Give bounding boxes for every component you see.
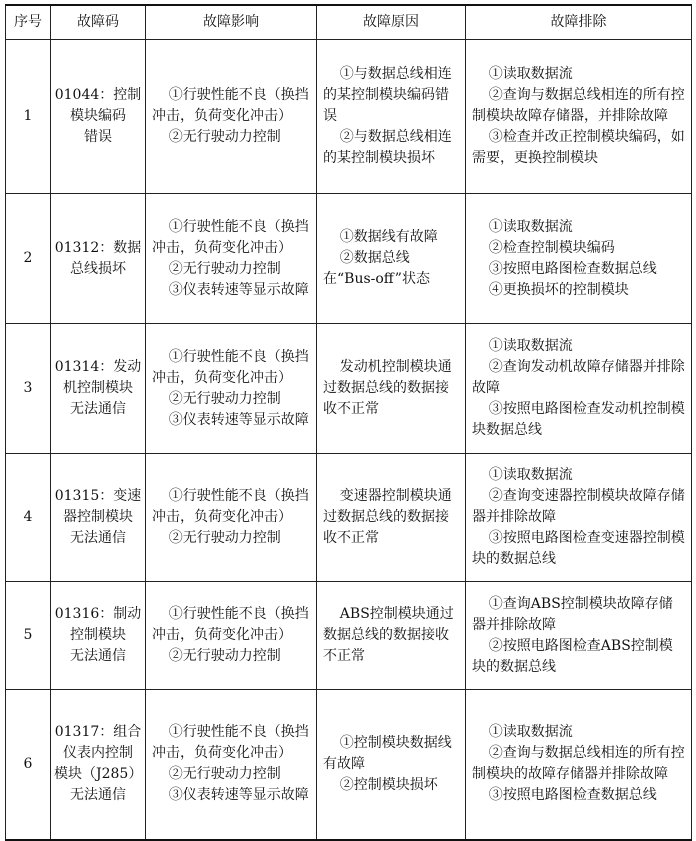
cell-fix (466, 690, 692, 840)
fix-line: ③按照电路图检查数据总线 (488, 787, 657, 804)
code-line: 01314：发动 (54, 359, 142, 375)
code-line: 无法通信 (70, 648, 126, 664)
cell-effect (146, 194, 317, 324)
code-line: 01316：制动 (54, 606, 142, 622)
fix-line: ①读取数据流 (488, 724, 573, 741)
fix-line: ②检查控制模块编码 (488, 239, 615, 256)
fix-line: ④更换损坏的控制模块 (488, 281, 629, 298)
effect-line: ③仪表转速等显示故障 (168, 411, 309, 428)
effect-line: ①行驶性能不良（换挡冲击，负荷变化冲击） (152, 218, 309, 256)
cell-no: 2 (6, 194, 51, 324)
fix-line: ①读取数据流 (488, 338, 573, 354)
code-line: 机控制模块 (63, 380, 133, 396)
effect-line: ②无行驶动力控制 (168, 260, 281, 277)
table-row (6, 582, 692, 690)
cell-code (51, 40, 146, 194)
fix-line: ②按照电路图检查ABS控制模块的数据总线 (472, 637, 673, 675)
cause-line: ②数据总线在“Bus-off”状态 (323, 250, 430, 287)
code-line: 01044：控制 (54, 87, 142, 103)
fix-line: ①读取数据流 (488, 218, 573, 235)
cause-line: ①数据线有故障 (339, 229, 438, 245)
cell-code (51, 194, 146, 324)
cell-fix (466, 40, 692, 194)
code-line: 无法通信 (70, 787, 126, 804)
effect-line: ①行驶性能不良（换挡冲击，负荷变化冲击） (152, 488, 309, 525)
cause-line: ②与数据总线相连的某控制模块损坏 (323, 129, 452, 166)
header-no: 序号 (6, 5, 51, 40)
code-line: 01312：数据 (54, 239, 142, 256)
fix-line: ③按照电路图检查数据总线 (488, 260, 657, 277)
effect-line: ①行驶性能不良（换挡冲击，负荷变化冲击） (152, 606, 309, 643)
cell-cause (317, 454, 466, 582)
code-line: 错误 (84, 129, 112, 145)
code-line: 模块（J285） (54, 766, 143, 783)
cell-no: 4 (6, 454, 51, 582)
table-row (6, 194, 692, 324)
cell-effect (146, 324, 317, 454)
cell-fix (466, 454, 692, 582)
header-fix: 故障排除 (466, 5, 692, 40)
cell-no: 5 (6, 582, 51, 690)
fix-line: ①读取数据流 (488, 467, 573, 483)
cell-effect (146, 454, 317, 582)
effect-line: ②无行驶动力控制 (168, 766, 281, 783)
cell-effect (146, 582, 317, 690)
fix-line: ②查询与数据总线相连的所有控制模块的故障存储器并排除故障 (472, 745, 685, 783)
header-effect: 故障影响 (146, 5, 317, 40)
cell-no: 1 (6, 40, 51, 194)
code-line: 01315：变速 (54, 488, 142, 504)
cell-cause (317, 690, 466, 840)
cell-fix (466, 324, 692, 454)
table-header-row (6, 5, 692, 40)
cause-line: ①控制模块数据线有故障 (323, 734, 452, 772)
cell-effect (146, 690, 317, 840)
effect-line: ②无行驶动力控制 (168, 129, 281, 145)
table-row (6, 40, 692, 194)
cause-line: ②控制模块损坏 (339, 776, 438, 793)
effect-line: ①行驶性能不良（换挡冲击，负荷变化冲击） (152, 724, 309, 762)
code-line: 01317：组合 (54, 724, 142, 741)
code-line: 模块编码 (70, 108, 126, 124)
fix-line: ①读取数据流 (488, 66, 573, 82)
fix-line: ①查询ABS控制模块故障存储器并排除故障 (472, 595, 673, 633)
table-row (6, 324, 692, 454)
cause-line: 发动机控制模块通过数据总线的数据接收不正常 (323, 359, 452, 417)
cell-no: 6 (6, 690, 51, 840)
code-line: 总线损坏 (70, 260, 126, 277)
cell-cause (317, 582, 466, 690)
effect-line: ③仪表转速等显示故障 (168, 787, 309, 804)
effect-line: ③仪表转速等显示故障 (168, 281, 309, 298)
header-code: 故障码 (51, 5, 146, 40)
table-row (6, 690, 692, 840)
effect-line: ①行驶性能不良（换挡冲击，负荷变化冲击） (152, 87, 309, 124)
fix-line: ③按照电路图检查变速器控制模块的数据总线 (472, 530, 685, 567)
table-row (6, 454, 692, 582)
cause-line: 变速器控制模块通过数据总线的数据接收不正常 (323, 488, 452, 546)
cell-fix (466, 582, 692, 690)
fix-line: ③检查并改正控制模块编码，如需要，更换控制模块 (472, 129, 685, 166)
cell-effect (146, 40, 317, 194)
cell-cause (317, 194, 466, 324)
fix-line: ③按照电路图检查发动机控制模块数据总线 (472, 401, 685, 438)
cell-code (51, 454, 146, 582)
cell-no: 3 (6, 324, 51, 454)
code-line: 器控制模块 (63, 509, 133, 525)
fault-code-table (5, 4, 692, 841)
table-body (6, 40, 692, 840)
code-line: 无法通信 (70, 530, 126, 546)
cell-code (51, 324, 146, 454)
cell-cause (317, 324, 466, 454)
effect-line: ②无行驶动力控制 (168, 530, 281, 546)
effect-line: ①行驶性能不良（换挡冲击，负荷变化冲击） (152, 348, 309, 386)
cell-code (51, 582, 146, 690)
fault-code-table-container (5, 4, 691, 841)
cell-cause (317, 40, 466, 194)
cell-fix (466, 194, 692, 324)
fix-line: ②查询发动机故障存储器并排除故障 (472, 359, 685, 396)
cell-code (51, 690, 146, 840)
cause-line: ABS控制模块通过数据总线的数据接收不正常 (323, 606, 454, 664)
code-line: 仪表内控制 (63, 745, 133, 762)
code-line: 控制模块 (70, 627, 126, 643)
fix-line: ②查询变速器控制模块故障存储器并排除故障 (472, 488, 685, 525)
code-line: 无法通信 (70, 401, 126, 417)
cause-line: ①与数据总线相连的某控制模块编码错误 (323, 66, 452, 124)
effect-line: ②无行驶动力控制 (168, 390, 281, 407)
header-cause: 故障原因 (317, 5, 466, 40)
fix-line: ②查询与数据总线相连的所有控制模块故障存储器，并排除故障 (472, 87, 685, 124)
effect-line: ②无行驶动力控制 (168, 648, 281, 664)
